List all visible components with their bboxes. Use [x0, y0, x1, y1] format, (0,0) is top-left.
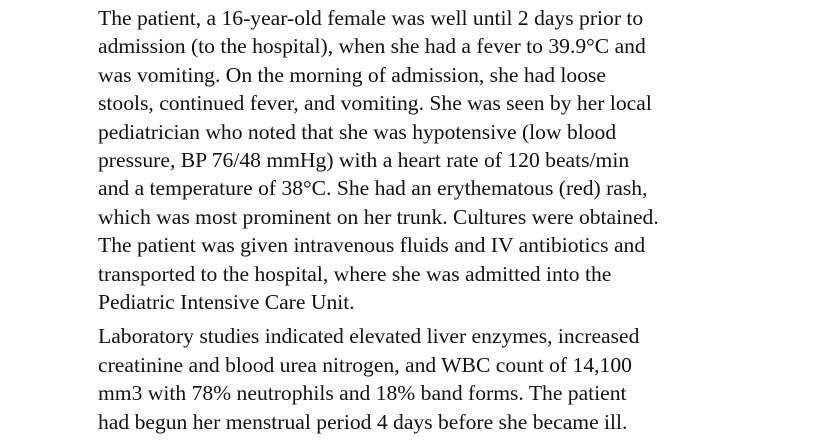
text-line: admission (to the hospital), when she had a fever to 39.9°C and	[98, 34, 646, 59]
case-history-paragraph	[98, 4, 818, 316]
text-line: The patient was given intravenous fluids and IV antibiotics and	[98, 233, 646, 258]
text-line: had begun her menstrual period 4 days before she became ill.	[98, 409, 628, 434]
text-line: creatinine and blood urea nitrogen, and WBC count of 14,100	[98, 352, 632, 377]
text-line: transported to the hospital, where she was admitted into the	[98, 261, 612, 286]
text-line: pressure, BP 76/48 mmHg) with a heart rate of 120 beats/min	[98, 148, 630, 173]
text-line: was vomiting. On the morning of admission, she had loose	[98, 62, 607, 87]
text-line: Pediatric Intensive Care Unit.	[98, 290, 355, 315]
document-body	[98, 4, 818, 436]
lab-results-paragraph	[98, 322, 818, 436]
text-line: stools, continued fever, and vomiting. She was seen by her local	[98, 91, 652, 116]
text-line: pediatrician who noted that she was hypotensive (low blood	[98, 119, 617, 144]
text-line: which was most prominent on her trunk. Cultures were obtained.	[98, 204, 659, 229]
text-line: The patient, a 16-year-old female was well until 2 days prior to	[98, 6, 644, 30]
text-line: mm3 with 78% neutrophils and 18% band forms. The patient	[98, 381, 627, 406]
text-line: and a temperature of 38°C. She had an erythematous (red) rash,	[98, 176, 648, 201]
text-line: Laboratory studies indicated elevated liver enzymes, increased	[98, 324, 640, 349]
